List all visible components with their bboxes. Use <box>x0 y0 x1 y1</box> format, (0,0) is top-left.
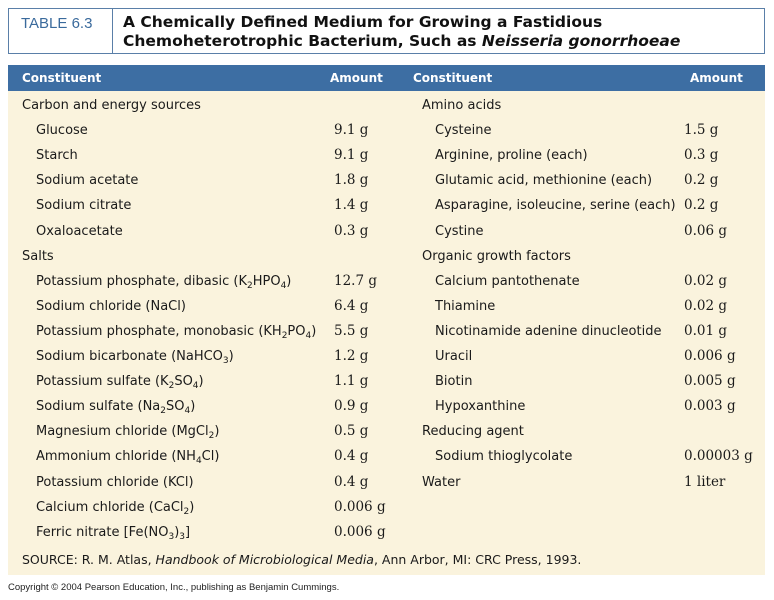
col-amount-right: Amount <box>690 71 743 85</box>
table-title <box>123 13 758 51</box>
source-book-title: Handbook of Microbiological Media <box>155 552 374 567</box>
amount-value: 0.3 g <box>334 222 369 239</box>
constituent-label: Hypoxanthine <box>435 399 526 415</box>
amount-value: 0.3 g <box>684 147 719 164</box>
amount-value: 0.02 g <box>684 272 727 289</box>
constituent-label: Oxaloacetate <box>36 223 123 239</box>
amount-value: 0.2 g <box>684 197 719 214</box>
constituent-label: Potassium chloride (KCl) <box>36 474 194 490</box>
constituent-label: Arginine, proline (each) <box>435 148 588 164</box>
constituent-label: Potassium sulfate $(K_2SO_4)$ <box>36 374 204 392</box>
category-label: Carbon and energy sources <box>22 98 201 113</box>
table-header <box>8 8 765 54</box>
amount-value: 0.006 g <box>334 498 386 515</box>
constituent-label: Asparagine, isoleucine, serine (each) <box>435 198 676 214</box>
col-constituent-right: Constituent <box>413 71 493 85</box>
amount-value: 1.5 g <box>684 122 719 139</box>
amount-value: 0.006 g <box>334 523 386 540</box>
amount-value: 0.006 g <box>684 348 736 364</box>
amount-value: 0.2 g <box>684 172 719 189</box>
constituent-label: Nicotinamide adenine dinucleotide <box>435 323 662 339</box>
constituent-label: Cystine <box>435 223 484 239</box>
constituent-label: Magnesium chloride (MgCl$_2$) <box>36 424 220 442</box>
amount-value: 1 liter <box>684 473 726 490</box>
category-label: Reducing agent <box>422 424 524 440</box>
table-body <box>8 91 765 575</box>
title-text: A Chemically Defined Medium for Growing a Fastidious Chemoheterotrophic Bacterium, Such as <box>123 13 603 50</box>
amount-value: 1.4 g <box>334 197 369 214</box>
amount-value: 0.06 g <box>684 222 727 239</box>
amount-value: 0.003 g <box>684 398 736 415</box>
constituent-label: Calcium pantothenate <box>435 273 580 289</box>
constituent-label: Ammonium chloride $(NH_4Cl)$ <box>36 449 220 467</box>
constituent-label: Sodium citrate <box>36 198 132 214</box>
source-citation <box>22 552 581 567</box>
constituent-label: Glucose <box>36 123 88 139</box>
table-frame <box>8 8 765 575</box>
category-label: Water <box>422 474 461 490</box>
amount-value: 0.01 g <box>684 322 727 339</box>
amount-value: 0.4 g <box>334 448 369 465</box>
amount-value: 9.1 g <box>334 147 369 164</box>
table-number: TABLE 6.3 <box>9 9 113 53</box>
constituent-label: Sodium acetate <box>36 173 139 189</box>
amount-value: 12.7 g <box>334 272 377 289</box>
amount-value: 0.02 g <box>684 297 727 314</box>
constituent-label: Sodium chloride (NaCl) <box>36 298 186 314</box>
constituent-label: Potassium phosphate, dibasic $(K_2HPO_4)$ <box>36 273 292 291</box>
constituent-label: Biotin <box>435 374 473 390</box>
amount-value: 0.00003 g <box>684 448 753 465</box>
constituent-label: Potassium phosphate, monobasic $(KH_2PO_4)$ <box>36 323 317 341</box>
copyright-notice: Copyright © 2004 Pearson Education, Inc., publishing as Benjamin Cummings. <box>8 582 340 593</box>
amount-value: 0.005 g <box>684 373 736 390</box>
constituent-label: Sodium thioglycolate <box>435 449 573 465</box>
source-suffix: , Ann Arbor, MI: CRC Press, 1993. <box>373 552 582 567</box>
source-prefix: SOURCE: R. M. Atlas, <box>22 552 156 567</box>
constituent-label: Glutamic acid, methionine (each) <box>435 173 653 189</box>
constituent-label: Thiamine <box>435 298 496 314</box>
category-label: Organic growth factors <box>422 248 571 264</box>
constituent-label: Cysteine <box>435 123 492 139</box>
amount-value: 0.9 g <box>334 398 369 415</box>
amount-value: 1.1 g <box>334 373 369 390</box>
amount-value: 6.4 g <box>334 297 369 314</box>
category-label: Salts <box>22 248 54 264</box>
category-label: Amino acids <box>422 98 502 113</box>
constituent-label: Uracil <box>435 349 473 364</box>
amount-value: 9.1 g <box>334 122 369 139</box>
amount-value: 1.2 g <box>334 348 369 364</box>
constituent-label: Starch <box>36 148 78 164</box>
constituent-label: Calcium chloride (CaCl$_2$) <box>36 499 195 517</box>
col-constituent-left: Constituent <box>22 71 102 85</box>
title-organism: Neisseria gonorrhoeae <box>481 32 681 50</box>
amount-value: 5.5 g <box>334 322 369 339</box>
constituent-label: Sodium bicarbonate (NaHCO$_3$) <box>36 349 234 366</box>
constituent-label: Ferric nitrate $[Fe(NO_3)_3]$ <box>36 524 191 542</box>
col-amount-left: Amount <box>330 71 383 85</box>
amount-value: 0.5 g <box>334 423 369 440</box>
amount-value: 1.8 g <box>334 172 369 189</box>
amount-value: 0.4 g <box>334 473 369 490</box>
constituent-label: Sodium sulfate $(Na_2SO_4)$ <box>36 399 196 417</box>
column-header-bar <box>8 65 765 91</box>
